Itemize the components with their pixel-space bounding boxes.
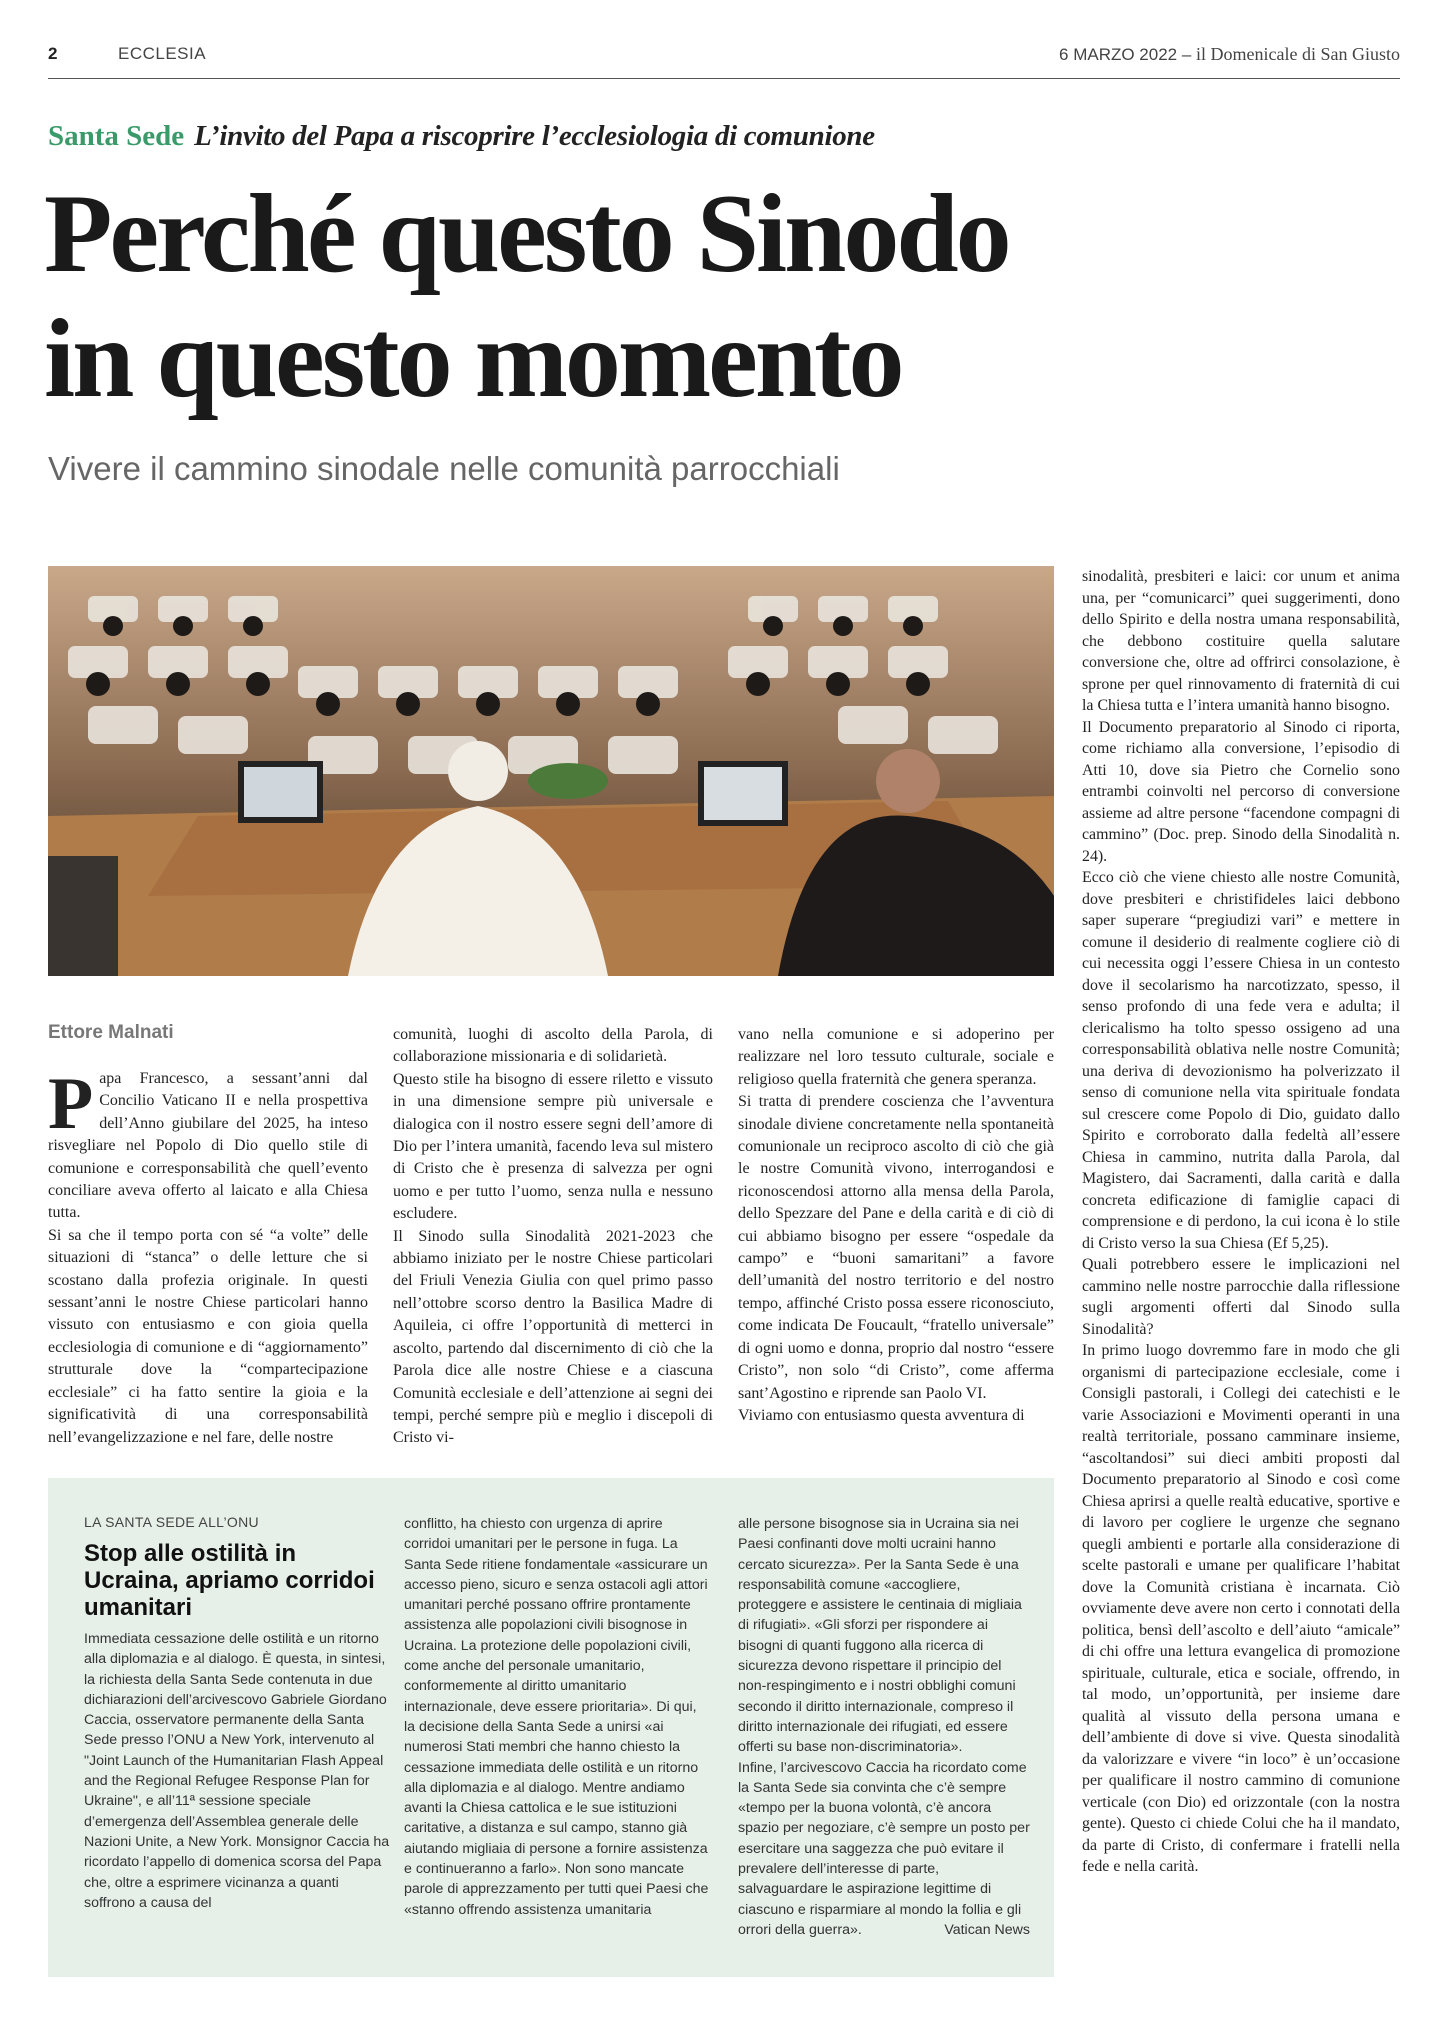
article-paragraph: Si tratta di prendere coscienza che l’avventura sinodale diviene concretamente nella spontaneità comunionale un reciproco ascolto di ciò che già le nostre Comunità vivono, interrogandosi e riconoscendosi attorno alla mensa della Parola, dello Spezzare del Pane e della carità e di ciò di cui abbiamo bisogno per essere “ospedale da campo” e “buoni samaritani” a favore dell’umanità del nostro territorio e del nostro tempo, affinché Cristo possa essere riconosciuto, come indicata De Foucault, “fratello universale” di ogni uomo e donna, proprio dal nostro “essere Cristo”, non solo “di Cristo”, come afferma sant’Agostino e riprende san Paolo VI. (738, 1093, 1054, 1402)
byline: Ettore Malnati (48, 1022, 174, 1043)
article-column-3 (738, 1024, 1054, 1427)
sidebar-paragraph: Immediata cessazione delle ostilità e un ritorno alla diplomazia e al dialogo. È questa, in sintesi, la richiesta della Santa Sede contenuta in due dichiarazioni dell’arcivescovo Gabriele Giordano Caccia, osservatore permanente della Santa Sede presso l’ONU a New York, intervenuto al "Joint Launch of the Humanitarian Flash Appeal and the Regional Refugee Response Plan for Ukraine", e all’11ª sessione speciale d’emergenza dell’Assemblea generale delle Nazioni Unite, a New York. Monsignor Caccia ha ricordato l’appello di domenica scorsa del Papa che, oltre a esprimere vicinanza a quanti soffrono a causa del (84, 1631, 390, 1911)
dateline-separator: – (1177, 45, 1197, 64)
sidebar-box (48, 1478, 1054, 1977)
sidebar-paragraph: conflitto, ha chiesto con urgenza di aprire corridoi umanitari per le persone in fuga. La Santa Sede ritiene fondamentale «assicurare un accesso pieno, sicuro e senza ostacoli agli attori umanitari perché possano offrire prontamente assistenza alle popolazioni civili bisognose in Ucraina. La protezione delle popolazioni civili, come anche del personale umanitario, conformemente al diritto umanitario internazionale, deve essere prioritaria». Di qui, la decisione della Santa Sede a unirsi «ai numerosi Stati membri che hanno chiesto la cessazione immediata delle ostilità e un ritorno alla diplomazia e al dialogo. Mentre andiamo avanti la Chiesa cattolica e le sue istituzioni caritative, a distanza e sul campo, stanno già aiutando migliaia di persone a fornire assistenza e continueranno a farlo». Non sono mancate parole di apprezzamento per tutti quei Paesi che «stanno offrendo assistenza umanitaria (404, 1516, 709, 1918)
synod-hall-photo (48, 566, 1054, 976)
headline (44, 172, 1009, 422)
headline-line-1: Perché questo Sinodo (44, 172, 1009, 296)
running-header (48, 38, 1400, 79)
synod-hall-illustration (48, 566, 1054, 976)
drop-cap: P (48, 1063, 94, 1145)
sidebar-column-3 (738, 1514, 1030, 1940)
article-paragraph: sinodalità, presbiteri e laici: cor unum et anima una, per “comunicarci” quei suggerimenti, dono dello Spirito e della nostra umana responsabilità, che debbono costituire quella salutare conversione che, oltre ad offrirci consolazione, è sprone per quel rinnovamento di fraternità di cui la Chiesa tutta e l’intera umanità hanno bisogno. (1082, 568, 1400, 714)
article-paragraph: comunità, luoghi di ascolto della Parola, di collaborazione missionaria e di solidarietà. (393, 1026, 713, 1066)
article-paragraph: apa Francesco, a sessant’anni dal Concilio Vaticano II e nella prospettiva dell’Anno giubilare del 2025, ha inteso risvegliare nel Popolo di Dio quello stile di comunione e corresponsabilità che quell’evento conciliare aveva offerto al laicato e alla Chiesa tutta. (48, 1070, 368, 1222)
sidebar-paragraph: alle persone bisognose sia in Ucraina sia nei Paesi confinanti dove molti ucraini hanno cercato sicurezza». Per la Santa Sede è una responsabilità comune «accogliere, proteggere e assistere le centinaia di migliaia di rifugiati». «Gli sforzi per rispondere ai bisogni di quanti fuggono alla ricerca di sicurezza devono rispettare il principio del non-respingimento e i nostri obblighi comuni secondo il diritto internazionale, compreso il diritto internazionale dei rifugiati, ed essere offerti su base non-discriminatoria». (738, 1516, 1022, 1756)
section-name: ECCLESIA (118, 44, 207, 63)
article-column-2 (393, 1024, 713, 1450)
page-number: 2 (48, 44, 58, 63)
sidebar-credit: Vatican News (944, 1921, 1030, 1938)
sidebar-label: LA SANTA SEDE ALL’ONU (84, 1514, 259, 1530)
article-paragraph: Il Documento preparatorio al Sinodo ci riporta, come richiamo alla conversione, l’episodio di Atti 10, dove sia Pietro che Cornelio sono entrambi coinvolti nel percorso di conversione assieme ad altre persone “facendone compagni di cammino” (Doc. prep. Sinodo della Sinodalità n. 24). (1082, 718, 1400, 865)
headline-line-2: in questo momento (44, 297, 902, 421)
kicker (48, 120, 875, 153)
kicker-text: L’invito del Papa a riscoprire l’ecclesiologia di comunione (194, 120, 875, 152)
article-paragraph: Questo stile ha bisogno di essere riletto e vissuto in una dimensione sempre più universale e dialogica con il nostro essere segni dell’amore di Dio per l’intera umanità, facendo leva sul mistero di Cristo che è presenza di salvezza per ogni uomo e per tutto l’uomo, senza nulla e nessuno escludere. (393, 1070, 713, 1223)
article-paragraph: Quali potrebbero essere le implicazioni nel cammino nelle nostre parrocchie dalla riflessione sugli argomenti offerti dal Sinodo sulla Sinodalità? (1082, 1256, 1400, 1338)
article-paragraph: Viviamo con entusiasmo questa avventura di (738, 1406, 1025, 1424)
article-column-1 (48, 1063, 368, 1449)
article-paragraph: In primo luogo dovremmo fare in modo che gli organismi di partecipazione ecclesiale, come i Consigli pastorali, i Collegi dei catechisti e le varie Associazioni e Movimenti operanti in una realtà territoriale, possano camminare insieme, “ascoltandosi” sui dieci ambiti proposti dal Documento preparatorio al Sinodo e così come Chiesa aprirsi a quelle realtà educative, sportive e di lavoro per cogliere le urgenze che segnano quegli ambienti e portarle alla considerazione di scelte pastorali e umane per qualificare l’habitat dove la Comunità cristiana è incarnata. Ciò ovviamente deve avere non certo i connotati della politica, bensì dell’ascolto e dell’aiuto “amicale” di chi offre una lettura evangelica di promozione spirituale, culturale, etica e sociale, offrendo, in tal modo, un’opportunità, per insieme dare qualità al vissuto della persona umana e dell’ambiente di dove si vive. Questa sinodalità da valorizzare e vivere “in loco” è un’occasione per qualificare il nostro cammino di comunione verticale (con Dio) ed orizzontale (con la nostra gente). Questo ci chiede Colui che ha il mandato, da parte di Cristo, di confermare i fratelli nella fede e nella carità. (1082, 1342, 1400, 1875)
article-paragraph: vano nella comunione e si adoperino per realizzare nel loro tessuto culturale, sociale e religioso quella fraternità che genera speranza. (738, 1026, 1054, 1088)
kicker-tag: Santa Sede (48, 120, 185, 152)
dateline (1059, 44, 1400, 65)
sidebar-column-1 (84, 1478, 390, 1913)
issue-date: 6 MARZO 2022 (1059, 45, 1178, 64)
sidebar-paragraph: Infine, l’arcivescovo Caccia ha ricordato come la Santa Sede sia convinta che c’è sempre «tempo per la buona volontà, c’è ancora spazio per negoziare, c’è sempre un posto per esercitare una saggezza che può evitare il prevalere dell’interesse di parte, salvaguardare le aspirazione legittime di ciascuno e risparmiare al mondo la follia e gli orrori della guerra». Vatican News (738, 1758, 1030, 1941)
subheadline: Vivere il cammino sinodale nelle comunità parrocchiali (48, 450, 840, 487)
article-paragraph: Il Sinodo sulla Sinodalità 2021-2023 che abbiamo iniziato per le nostre Chiese particolari del Friuli Venezia Giulia con quel primo passo nell’ottobre scorso dentro la Basilica Madre di Aquileia, ci offre l’opportunità di metterci in ascolto, partendo dal discernimento di ciò che la Parola dice alle nostre Chiese e a ciascuna Comunità ecclesiale e dell’attenzione ai segni dei tempi, perché sempre più e meglio i discepoli di Cristo vi- (393, 1227, 713, 1447)
sidebar-title: Stop alle ostilità in Ucraina, apriamo corridoi umanitari (84, 1540, 375, 1621)
article-paragraph: Ecco ciò che viene chiesto alle nostre Comunità, dove presbiteri e christifideles laici debbono saper superare “pregiudizi vari” e mettere in comune il desiderio di realmente cogliere ciò di cui necessita oggi l’essere Chiesa in un contesto dove il secolarismo ha narcotizzato, spesso, il senso profondo di una fede vera e adulta; il clericalismo ha tolto spesso ossigeno ad una corresponsabilità oblativa nelle nostre Comunità; una deriva di devozionismo ha polverizzato il senso di comunione nella vita spirituale fondata sul crescere come Popolo di Dio, guidato dallo Spirito e corroborato dalla fedeltà all’essere Chiesa in cammino, nutrita dalla Parola, dal Magistero, dai Sacramenti, dalla carità e dalla concreta edificazione di famiglie capaci di comprensione e di perdono, la cui icona è lo stile di Cristo verso la sua Chiesa (Ef 5,25). (1082, 869, 1400, 1252)
publication-name: il Domenicale di San Giusto (1196, 44, 1400, 64)
sidebar-column-2 (404, 1514, 710, 1920)
article-paragraph: Si sa che il tempo porta con sé “a volte” delle situazioni di “stanca” o delle letture che si scostano dalla profezia originale. In questi sessant’anni le nostre Chiese particolari hanno vissuto con entusiasmo e con gioia quella ecclesiologia di comunione e di “aggiornamento” strutturale dove la “compartecipazione ecclesiale” ci ha fatto sentire la gioia e la significatività di una corresponsabilità nell’evangelizzazione e nel fare, delle nostre (48, 1226, 368, 1446)
article-column-4 (1082, 566, 1400, 1878)
